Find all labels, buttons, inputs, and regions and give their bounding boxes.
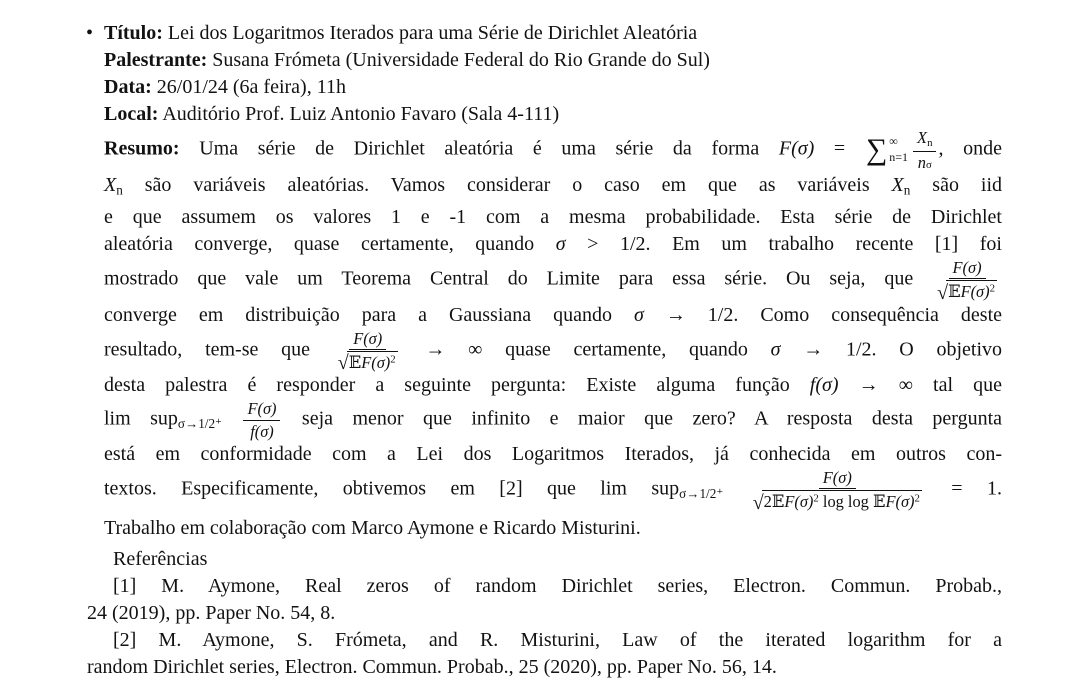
resumo-line: mostrado que vale um Teorema Central do Limite para essa série. Ou seja, que F(σ) √ $𝔼F(\sigma)^2$	[104, 258, 1002, 302]
reference-line: [2] M. Aymone, S. Frómeta, and R. Misturini, Law of the iterated logarithm for a	[113, 628, 1002, 651]
fraction-numerator	[349, 329, 386, 350]
superscript: 2	[914, 492, 920, 505]
math-var: F(σ)	[247, 399, 277, 419]
fraction-denominator	[915, 152, 935, 172]
subscript: σ→1/2⁺	[177, 416, 223, 432]
bullet-marker: •	[86, 22, 94, 44]
field-data	[104, 74, 1002, 101]
math-var: F(σ)	[885, 492, 915, 512]
field-data-label: Data:	[104, 76, 152, 98]
field-local-value: Auditório Prof. Luiz Antonio Favaro (Sala 4-111)	[158, 103, 560, 125]
math-var: X	[104, 174, 117, 197]
resumo-line: lim supσ→1/2⁺ $\frac{F(\sigma)}{f(\sigma)}$ seja menor que infinito e maior que zero? A resposta desta pergunta	[104, 399, 1003, 441]
resumo-line: resultado, tem-se que F(σ) √ $𝔼F(\sigma)^2$ → ∞ quase certamente, quando σ → 1/2. O objetivo	[104, 328, 1003, 375]
square-root	[937, 280, 997, 304]
fraction	[934, 258, 1000, 302]
fraction-denominator	[934, 279, 1000, 304]
bold-label: Resumo:	[104, 137, 180, 160]
summation	[866, 134, 908, 165]
resumo-line: textos. Especificamente, obtivemos em [2] que lim supσ→1/2⁺ F(σ) √ $2𝔼F(\sigma)^2$ $\log \log 𝔼F(\sigma)^2$ = 1.	[104, 467, 1002, 514]
field-titulo-value: Lei dos Logaritmos Iterados para uma Série de Dirichlet Aleatória	[162, 22, 698, 44]
square-root	[337, 351, 398, 375]
fraction-numerator	[819, 468, 856, 489]
fraction-denominator	[750, 489, 925, 514]
superscript: σ	[925, 159, 932, 172]
field-palestrante	[104, 47, 1002, 74]
radical-sign: √	[337, 352, 349, 375]
subscript: n	[903, 182, 911, 198]
resumo-line: aleatória converge, quase certamente, quando σ > 1/2. Em um trabalho recente [1] foi	[104, 232, 1002, 255]
math-var: F(σ)	[361, 352, 391, 372]
resumo-line: está em conformidade com a Lei dos Logaritmos Iterados, já conhecida em outros con-	[104, 442, 1002, 465]
field-palestrante-label: Palestrante:	[104, 49, 208, 71]
field-local-label: Local:	[104, 103, 159, 125]
subscript: n	[927, 137, 933, 150]
fraction-numerator	[949, 258, 986, 279]
fraction	[913, 128, 936, 172]
resumo-line: Resumo: Uma série de Dirichlet aleatória é uma série da forma F(σ) = ∑ ∞ n=1 Xn n σ , onde	[104, 128, 1002, 172]
radical-sign: √	[937, 281, 949, 304]
field-titulo-label: Título:	[104, 22, 163, 44]
radicand: $2𝔼F(\sigma)^2$ $\log \log 𝔼F(\sigma)^2$	[763, 492, 920, 512]
resumo-line: Xn são variáveis aleatórias. Vamos considerar o caso em que as variáveis Xn são iid	[104, 174, 1002, 198]
field-titulo	[104, 20, 1002, 47]
reference-line: 24 (2019), pp. Paper No. 54, 8.	[87, 601, 336, 624]
sum-lower-limit: n=1	[889, 150, 909, 165]
subscript: σ→1/2⁺	[679, 486, 724, 502]
math-var: σ	[633, 303, 644, 326]
sum-limits	[889, 134, 908, 165]
superscript: 2	[390, 353, 396, 366]
math-var: n	[917, 152, 926, 172]
math-var: F(σ)	[822, 467, 852, 487]
references-heading: Referências	[113, 547, 208, 570]
field-palestrante-value: Susana Frómeta (Universidade Federal do Rio Grande do Sul)	[207, 49, 710, 71]
resumo-line: converge em distribuição para a Gaussiana quando σ → 1/2. Como consequência deste	[104, 303, 1003, 326]
fraction	[335, 329, 401, 373]
fraction-numerator	[913, 128, 936, 152]
math-var: F(σ)	[960, 282, 990, 302]
math-var: σ	[555, 232, 566, 255]
math-var: f(σ)	[809, 374, 839, 397]
radicand: $𝔼F(\sigma)^2$	[348, 352, 396, 372]
resumo-line: Trabalho em colaboração com Marco Aymone e Ricardo Misturini.	[104, 516, 641, 539]
resumo-paragraph	[104, 128, 1002, 542]
math-var: F(σ)	[952, 257, 982, 277]
subscript: n	[116, 182, 123, 198]
fraction-numerator	[243, 399, 280, 420]
superscript: 2	[813, 492, 819, 505]
resumo-line: e que assumem os valores 1 e -1 com a mesma probabilidade. Esta série de Dirichlet	[104, 205, 1002, 228]
field-local	[104, 101, 1002, 128]
math-var: σ	[770, 338, 781, 360]
references-section	[87, 546, 1002, 681]
reference-line: random Dirichlet series, Electron. Commun. Probab., 25 (2020), pp. Paper No. 56, 14.	[87, 655, 777, 678]
superscript: 2	[989, 282, 995, 295]
references-list	[87, 573, 1002, 681]
radicand: $𝔼F(\sigma)^2$	[948, 282, 995, 302]
fraction	[243, 399, 280, 441]
fraction-denominator	[335, 350, 401, 375]
math-var: F(σ)	[778, 137, 815, 160]
sum-operator: ∑	[865, 133, 888, 167]
fraction	[750, 468, 925, 512]
bullet-item	[86, 20, 1003, 542]
math-var: f(σ)	[250, 421, 274, 441]
math-var: F(σ)	[784, 492, 814, 512]
sum-upper-limit: ∞	[889, 134, 898, 149]
radical-sign: √	[752, 491, 764, 514]
reference-line: [1] M. Aymone, Real zeros of random Dirichlet series, Electron. Commun. Probab.,	[113, 574, 1002, 597]
math-var: X	[891, 174, 904, 197]
fraction-denominator	[247, 421, 277, 441]
field-data-value: 26/01/24 (6a feira), 11h	[151, 76, 346, 98]
math-var: X	[917, 128, 928, 147]
math-var: F(σ)	[353, 328, 383, 348]
square-root	[752, 490, 922, 514]
resumo-line: desta palestra é responder a seguinte pergunta: Existe alguma função f(σ) → ∞ tal que	[104, 374, 1002, 397]
